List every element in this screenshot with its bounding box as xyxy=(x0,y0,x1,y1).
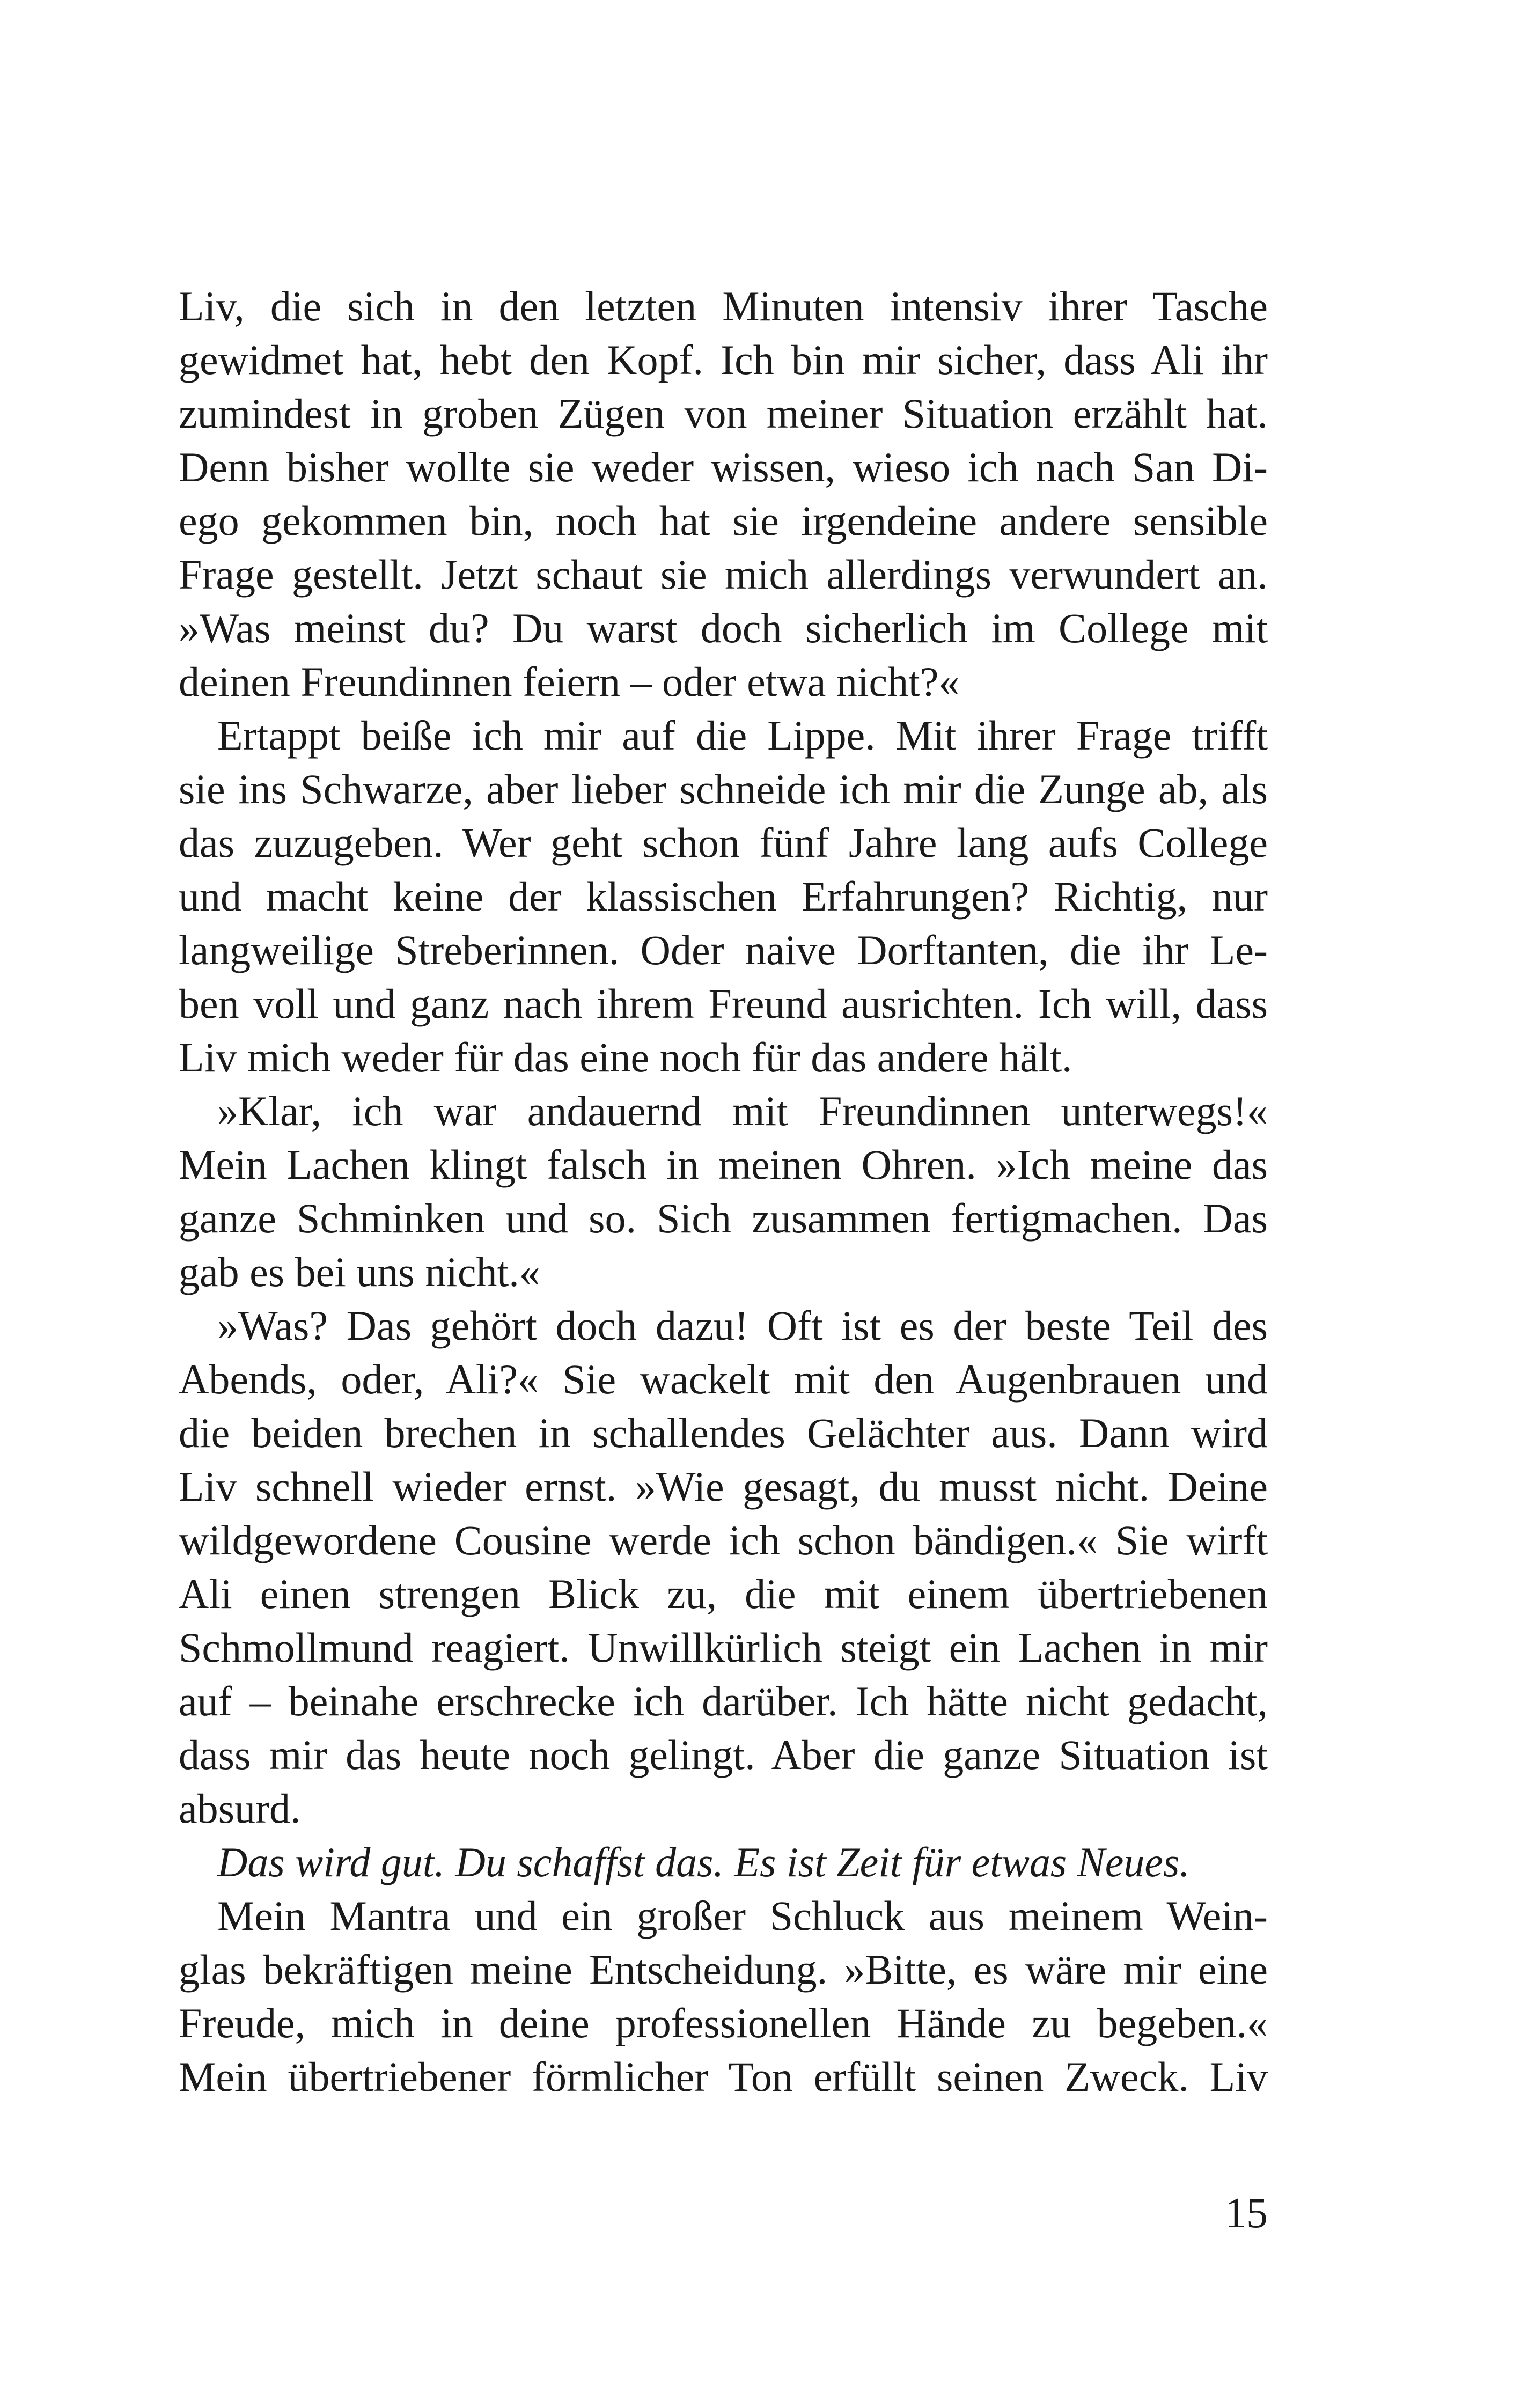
text-line: langweilige Streberinnen. Oder naive Dorftanten, die ihr Le- xyxy=(179,927,1268,973)
text-line: ego gekommen bin, noch hat sie irgendeine andere sensible xyxy=(179,497,1268,544)
text-line: Schmollmund reagiert. Unwillkürlich steigt ein Lachen in mir xyxy=(179,1624,1268,1671)
text-line: »Was meinst du? Du warst doch sicherlich im College mit xyxy=(179,605,1268,651)
text-line: Denn bisher wollte sie weder wissen, wieso ich nach San Di- xyxy=(179,444,1268,490)
text-line: Ali einen strengen Blick zu, die mit einem übertriebenen xyxy=(179,1570,1268,1617)
text-line: zumindest in groben Zügen von meiner Situation erzählt hat. xyxy=(179,390,1268,437)
italic-mantra-line: Das wird gut. Du schaffst das. Es ist Zeit für etwas Neues. xyxy=(217,1839,1190,1885)
text-line: Liv schnell wieder ernst. »Wie gesagt, du musst nicht. Deine xyxy=(179,1463,1268,1510)
text-line: Mein Lachen klingt falsch in meinen Ohren. »Ich meine das xyxy=(179,1141,1268,1188)
text-line: auf – beinahe erschrecke ich darüber. Ich hätte nicht gedacht, xyxy=(179,1678,1268,1724)
text-line: Freude, mich in deine professionellen Hände zu begeben.« xyxy=(179,2000,1268,2046)
text-line: das zuzugeben. Wer geht schon fünf Jahre lang aufs College xyxy=(179,819,1268,866)
text-line: dass mir das heute noch gelingt. Aber die ganze Situation ist xyxy=(179,1731,1268,1778)
text-line: Mein Mantra und ein großer Schluck aus meinem Wein- xyxy=(217,1892,1268,1939)
text-line: die beiden brechen in schallendes Gelächter aus. Dann wird xyxy=(179,1409,1268,1456)
text-line: deinen Freundinnen feiern – oder etwa nicht?« xyxy=(179,658,960,705)
text-line: wildgewordene Cousine werde ich schon bändigen.« Sie wirft xyxy=(179,1517,1268,1563)
text-line: ben voll und ganz nach ihrem Freund ausrichten. Ich will, dass xyxy=(179,980,1268,1027)
text-line: gab es bei uns nicht.« xyxy=(179,1249,540,1295)
text-line: Mein übertriebener förmlicher Ton erfüllt seinen Zweck. Liv xyxy=(179,2053,1268,2100)
text-line: »Was? Das gehört doch dazu! Oft ist es der beste Teil des xyxy=(217,1302,1268,1349)
text-line: sie ins Schwarze, aber lieber schneide ich mir die Zunge ab, als xyxy=(179,766,1268,812)
text-line: Ertappt beiße ich mir auf die Lippe. Mit ihrer Frage trifft xyxy=(217,712,1268,759)
text-line: absurd. xyxy=(179,1785,301,1832)
text-line: glas bekräftigen meine Entscheidung. »Bitte, es wäre mir eine xyxy=(179,1946,1268,1993)
text-line: gewidmet hat, hebt den Kopf. Ich bin mir sicher, dass Ali ihr xyxy=(179,336,1268,383)
text-line: Liv, die sich in den letzten Minuten intensiv ihrer Tasche xyxy=(179,283,1268,329)
page-number: 15 xyxy=(1225,2190,1268,2237)
text-line: Frage gestellt. Jetzt schaut sie mich allerdings verwundert an. xyxy=(179,551,1268,598)
text-line: Abends, oder, Ali?« Sie wackelt mit den Augenbrauen und xyxy=(179,1356,1268,1403)
text-line: und macht keine der klassischen Erfahrungen? Richtig, nur xyxy=(179,873,1268,920)
text-line: »Klar, ich war andauernd mit Freundinnen unterwegs!« xyxy=(217,1088,1268,1134)
text-line: Liv mich weder für das eine noch für das andere hält. xyxy=(179,1034,1072,1081)
text-line: ganze Schminken und so. Sich zusammen fertigmachen. Das xyxy=(179,1195,1268,1242)
